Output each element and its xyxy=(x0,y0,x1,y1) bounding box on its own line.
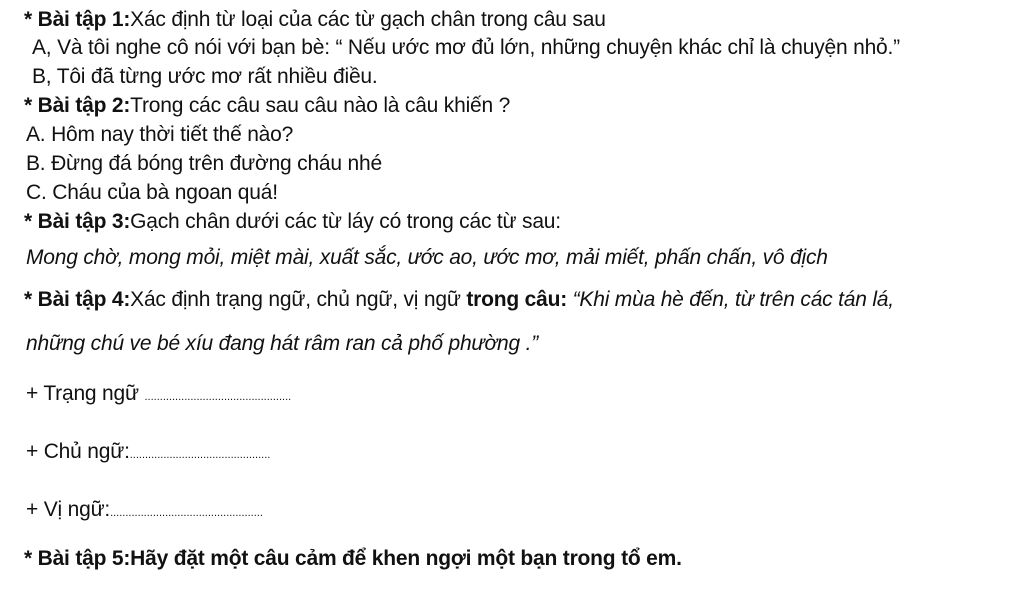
exercise-5-heading: * Bài tập 5: xyxy=(24,547,131,570)
answer-field-trang-ngu xyxy=(26,381,291,410)
exercise-2-prompt: Trong các câu sau câu nào là câu khiến ? xyxy=(130,94,511,117)
answer-label-trang-ngu: + Trạng ngữ xyxy=(26,382,145,405)
exercise-2-option-a: A. Hôm nay thời tiết thế nào? xyxy=(26,123,294,146)
exercise-2-option-b: B. Đừng đá bóng trên đường cháu nhé xyxy=(26,152,382,175)
answer-blank-trang-ngu: ................................................ xyxy=(144,391,292,403)
exercise-2-heading: * Bài tập 2: xyxy=(24,94,131,117)
exercise-1-sentence-b: B, Tôi đã từng ước mơ rất nhiều điều. xyxy=(32,65,378,88)
exercise-5-prompt: Hãy đặt một câu cảm để khen ngợi một bạn trong tổ em. xyxy=(130,547,682,570)
exercise-4-quote-line-2: những chú ve bé xíu đang hát râm ran cả phố phường .” xyxy=(26,332,539,355)
answer-label-chu-ngu: + Chủ ngữ: xyxy=(26,440,130,463)
exercise-3-prompt: Gạch chân dưới các từ láy có trong các từ sau: xyxy=(130,210,561,233)
exercise-1-heading: * Bài tập 1: xyxy=(24,8,131,31)
exercise-3-heading: * Bài tập 3: xyxy=(24,210,131,233)
answer-blank-chu-ngu: .............................................. xyxy=(129,449,271,461)
exercise-4-prompt: Xác định trạng ngữ, chủ ngữ, vị ngữ xyxy=(130,288,467,311)
exercise-2-option-c: C. Cháu của bà ngoan quá! xyxy=(26,181,278,204)
exercise-4-title xyxy=(24,287,894,313)
exercise-1-title xyxy=(24,7,606,33)
exercise-1-sentence-a: A, Và tôi nghe cô nói với bạn bè: “ Nếu ước mơ đủ lớn, những chuyện khác chỉ là chuyện nhỏ.” xyxy=(32,36,900,59)
exercise-5-title xyxy=(24,546,682,572)
exercise-4-prompt-bold: trong câu: xyxy=(466,288,573,311)
answer-label-vi-ngu: + Vị ngữ: xyxy=(26,498,111,521)
exercise-3-word-list: Mong chờ, mong mỏi, miệt mài, xuất sắc, ước ao, ước mơ, mải miết, phấn chấn, vô địch xyxy=(26,246,828,269)
exercise-1-prompt: Xác định từ loại của các từ gạch chân trong câu sau xyxy=(130,8,606,31)
answer-field-chu-ngu xyxy=(26,439,270,468)
exercise-2-title xyxy=(24,93,510,119)
exercise-4-quote-line-1: “Khi mùa hè đến, từ trên các tán lá, xyxy=(572,288,894,311)
answer-field-vi-ngu xyxy=(26,497,263,526)
exercise-3-title xyxy=(24,209,561,235)
exercise-4-heading: * Bài tập 4: xyxy=(24,288,131,311)
answer-blank-vi-ngu: .................................................. xyxy=(110,507,263,519)
